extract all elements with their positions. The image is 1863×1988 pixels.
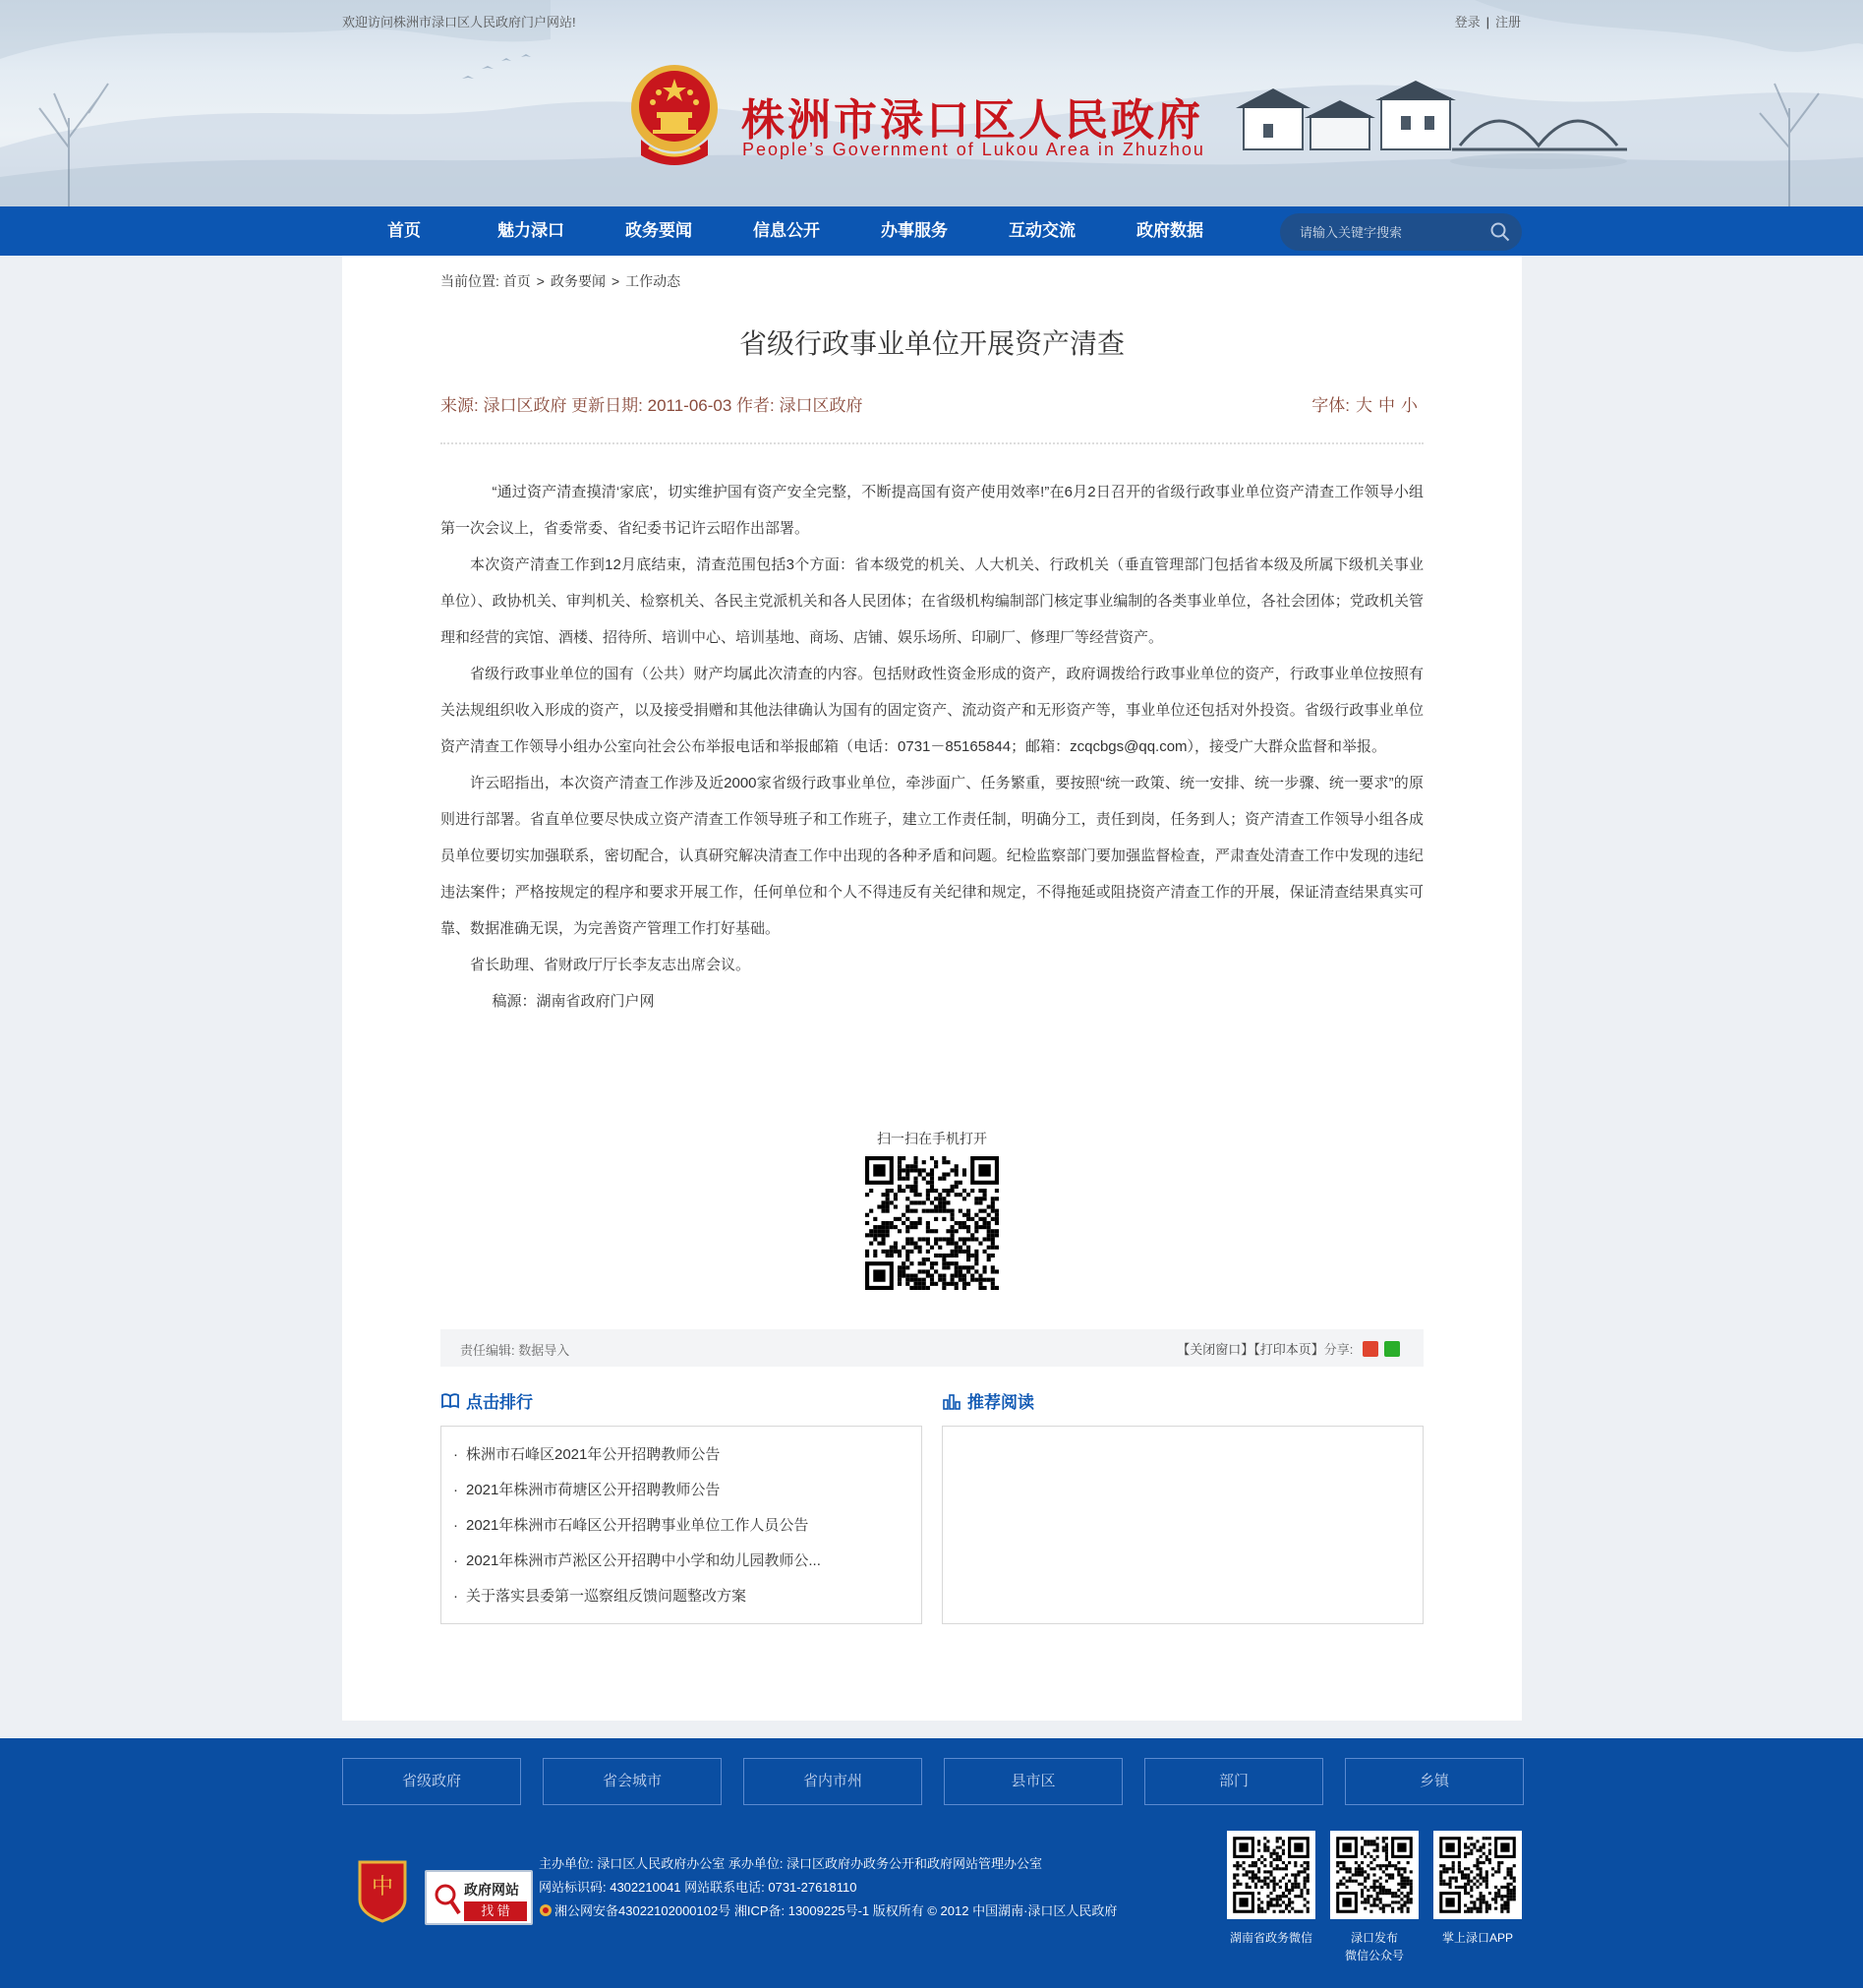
- footer-link-provincial-gov[interactable]: 省级政府: [342, 1758, 521, 1805]
- wechat-share-icon[interactable]: [1384, 1341, 1400, 1357]
- article-paragraph: 省长助理、省财政厅厅长李友志出席会议。: [470, 957, 751, 973]
- footer-link-capital-cities[interactable]: 省会城市: [543, 1758, 722, 1805]
- jiucuo-label: 找 错: [464, 1901, 527, 1921]
- footer-link-prefectures[interactable]: 省内市州: [743, 1758, 922, 1805]
- nav-charm-lukou[interactable]: 魅力渌口: [497, 221, 564, 240]
- ranking-link[interactable]: 2021年株洲市石峰区公开招聘事业单位工作人员公告: [466, 1517, 809, 1534]
- weibo-share-icon[interactable]: [1363, 1341, 1378, 1357]
- recommend-panel: [942, 1390, 1424, 1624]
- search-input[interactable]: [1280, 213, 1477, 251]
- bar-chart-icon: [942, 1391, 961, 1411]
- divider: [440, 442, 1424, 444]
- font-size-large[interactable]: 大: [1356, 396, 1372, 415]
- mobile-qr: [834, 1129, 1030, 1290]
- magnifier-icon: [433, 1880, 462, 1919]
- article-meta-text: 来源: 渌口区政府 更新日期: 2011-06-03 作者: 渌口区政府: [440, 396, 863, 415]
- close-window-link[interactable]: 【关闭窗口】: [1177, 1342, 1254, 1357]
- register-link[interactable]: 注册: [1494, 15, 1521, 29]
- font-size-small[interactable]: 小: [1401, 396, 1418, 415]
- font-size-medium[interactable]: 中: [1378, 396, 1395, 415]
- footer-organizer: 主办单位: 渌口区人民政府办公室 承办单位: 渌口区政府办政务公开和政府网站管理办公室: [539, 1856, 1043, 1871]
- breadcrumb-home[interactable]: 首页: [502, 273, 531, 289]
- footer-link-departments[interactable]: 部门: [1144, 1758, 1323, 1805]
- footer-qr-label: 湖南省政务微信: [1229, 1931, 1312, 1945]
- font-size-switcher: [1311, 391, 1418, 416]
- ranking-title: 点击排行: [466, 1393, 533, 1412]
- site-header: 欢迎访问株洲市渌口区人民政府门户网站! 登录 | 注册 株洲市渌口区人民政府 People’s Government of Lukou Area in Zhuzhou: [0, 0, 1863, 206]
- article-body: [440, 474, 1424, 1020]
- qr-code-icon: [1330, 1831, 1419, 1919]
- recommend-title: 推荐阅读: [967, 1393, 1034, 1412]
- footer-link-counties[interactable]: 县市区: [944, 1758, 1123, 1805]
- nav-gov-data[interactable]: 政府数据: [1136, 221, 1203, 240]
- list-item[interactable]: · 关于落实县委第一巡察组反馈问题整改方案: [453, 1588, 747, 1605]
- nav-home[interactable]: 首页: [387, 221, 421, 240]
- qr-label: 扫一扫在手机打开: [877, 1131, 987, 1146]
- nav-interaction[interactable]: 互动交流: [1009, 221, 1076, 240]
- list-item[interactable]: · 2021年株洲市荷塘区公开招聘教师公告: [453, 1482, 721, 1498]
- ranking-link[interactable]: 2021年株洲市芦淞区公开招聘中小学和幼儿园教师公...: [466, 1552, 821, 1569]
- footer-info: [539, 1852, 1117, 1923]
- national-emblem-icon: [629, 61, 720, 169]
- login-link[interactable]: 登录: [1454, 15, 1481, 29]
- article-meta: [440, 391, 1424, 416]
- article-paragraph: 省级行政事业单位的国有（公共）财产均属此次清查的内容。包括财政性资金形成的资产，政府调拨给行政事业单位的资产，行政事业单位按照有关法规组织收入形成的资产，以及接受捐赠和其他法律确认为国有的固定资产、流动资产和无形资产等，事业单位还包括对外投资。省级行政事业单位资产清查工作领导小组办公室向社会公布举报电话和举报邮箱（电话：0731－85165844；邮箱：zcqcbgs@qq.com），接受广大群众监督和举报。: [440, 666, 1424, 755]
- qr-code-icon: [865, 1156, 999, 1290]
- ranking-link[interactable]: 株洲市石峰区2021年公开招聘教师公告: [466, 1446, 721, 1463]
- qr-code-icon: [1433, 1831, 1522, 1919]
- article-title: 省级行政事业单位开展资产清查: [738, 328, 1125, 359]
- list-item[interactable]: · 2021年株洲市芦淞区公开招聘中小学和幼儿园教师公...: [453, 1552, 821, 1569]
- search-icon[interactable]: [1490, 222, 1510, 242]
- article-paragraph: “通过资产清查摸清‘家底’，切实维护国有资产安全完整，不断提高国有资产使用效率!”在6月2日召开的省级行政事业单位资产清查工作领导小组第一次会议上，省委常委、省纪委书记许云昭作出部署。: [440, 484, 1424, 537]
- footer-link-towns[interactable]: 乡镇: [1345, 1758, 1524, 1805]
- search-box: [1280, 213, 1522, 251]
- main-nav: [0, 206, 1863, 256]
- qr-code-icon: [1227, 1831, 1315, 1919]
- list-item[interactable]: · 2021年株洲市石峰区公开招聘事业单位工作人员公告: [453, 1517, 809, 1534]
- site-footer: [0, 1738, 1863, 1988]
- site-subtitle: People’s Government of Lukou Area in Zhuzhou: [742, 140, 1205, 159]
- footer-qr-wechat-gov[interactable]: [1227, 1831, 1315, 1947]
- print-page-link[interactable]: 【打印本页】: [1253, 1342, 1324, 1357]
- footer-site-code: 网站标识码: 4302210041 网站联系电话: 0731-27618110: [539, 1880, 857, 1895]
- footer-icp: 湘公网安备43022102000102号 湘ICP备: 13009225号-1 版权所有 © 2012 中国湖南·渌口区人民政府: [554, 1903, 1118, 1918]
- police-badge-icon: [539, 1903, 553, 1917]
- site-logo[interactable]: [629, 61, 1317, 179]
- footer-qr-lukou-release[interactable]: [1330, 1831, 1419, 1964]
- open-book-icon: [440, 1391, 460, 1411]
- party-gov-badge-icon[interactable]: [356, 1858, 409, 1923]
- breadcrumb-work-news[interactable]: 工作动态: [625, 273, 681, 289]
- footer-qr-app[interactable]: [1433, 1831, 1522, 1947]
- footer-qr-label: 掌上渌口APP: [1441, 1931, 1513, 1945]
- list-item[interactable]: · 株洲市石峰区2021年公开招聘教师公告: [453, 1446, 721, 1463]
- site-title: 株洲市渌口区人民政府: [741, 96, 1203, 145]
- font-size-label: 字体:: [1311, 396, 1350, 415]
- ranking-panel: [440, 1390, 922, 1624]
- share-label: 分享:: [1323, 1342, 1354, 1357]
- editor-label: 责任编辑: 数据导入: [460, 1343, 570, 1358]
- jiucuo-title: 政府网站: [464, 1882, 519, 1898]
- main-area: [0, 256, 1863, 1738]
- recommend-header: [942, 1390, 1424, 1416]
- breadcrumb-gov-news[interactable]: 政务要闻: [550, 273, 606, 289]
- ranking-header: [440, 1390, 922, 1416]
- recommend-list-box: [942, 1426, 1424, 1624]
- nav-gov-news[interactable]: 政务要闻: [625, 221, 692, 240]
- ranking-link[interactable]: 2021年株洲市荷塘区公开招聘教师公告: [466, 1482, 721, 1498]
- ranking-link[interactable]: 关于落实县委第一巡察组反馈问题整改方案: [466, 1588, 747, 1605]
- nav-info-public[interactable]: 信息公开: [753, 221, 820, 240]
- breadcrumb: 当前位置: 首页 > 政务要闻 > 工作动态: [440, 273, 681, 289]
- ranking-list-box: [440, 1426, 922, 1624]
- article-paragraph: 许云昭指出，本次资产清查工作涉及近2000家省级行政事业单位，牵涉面广、任务繁重，要按照“统一政策、统一安排、统一步骤、统一要求”的原则进行部署。省直单位要尽快成立资产清查工作领导班子和工作班子，建立工作责任制，明确分工，责任到岗，任务到人；资产清查工作领导小组各成员单位要切实加强联系，密切配合，认真研究解决清查工作中出现的各种矛盾和问题。纪检监察部门要加强监督检查，严肃查处清查工作中发现的违纪违法案件；严格按规定的程序和要求开展工作，任何单位和个人不得违反有关纪律和规定，不得拖延或阻挠资产清查工作的开展，保证清查结果真实可靠、数据准确无误，为完善资产管理工作打好基础。: [440, 775, 1424, 937]
- breadcrumb-prefix: 当前位置:: [440, 273, 499, 289]
- article-source-note: 稿源：湖南省政府门户网: [492, 993, 655, 1010]
- article-container: [342, 256, 1522, 1721]
- footer-qr-label: 渌口发布 微信公众号: [1344, 1931, 1404, 1962]
- nav-services[interactable]: 办事服务: [881, 221, 948, 240]
- welcome-text: 欢迎访问株洲市渌口区人民政府门户网站!: [342, 15, 576, 29]
- village-illustration: [1224, 77, 1637, 185]
- article-paragraph: 本次资产清查工作到12月底结束，清查范围包括3个方面：省本级党的机关、人大机关、行政机关（垂直管理部门包括省本级及所属下级机关事业单位）、政协机关、审判机关、检察机关、各民主党派机关和各人民团体；在省级机构编制部门核定事业编制的各类事业单位，各社会团体；党政机关管理和经营的宾馆、酒楼、招待所、培训中心、培训基地、商场、店铺、娱乐场所、印刷厂、修理厂等经营资产。: [440, 556, 1424, 646]
- editor-bar: [440, 1329, 1424, 1367]
- svg-text:中: 中: [371, 1875, 394, 1900]
- gov-website-report-error[interactable]: [425, 1870, 533, 1925]
